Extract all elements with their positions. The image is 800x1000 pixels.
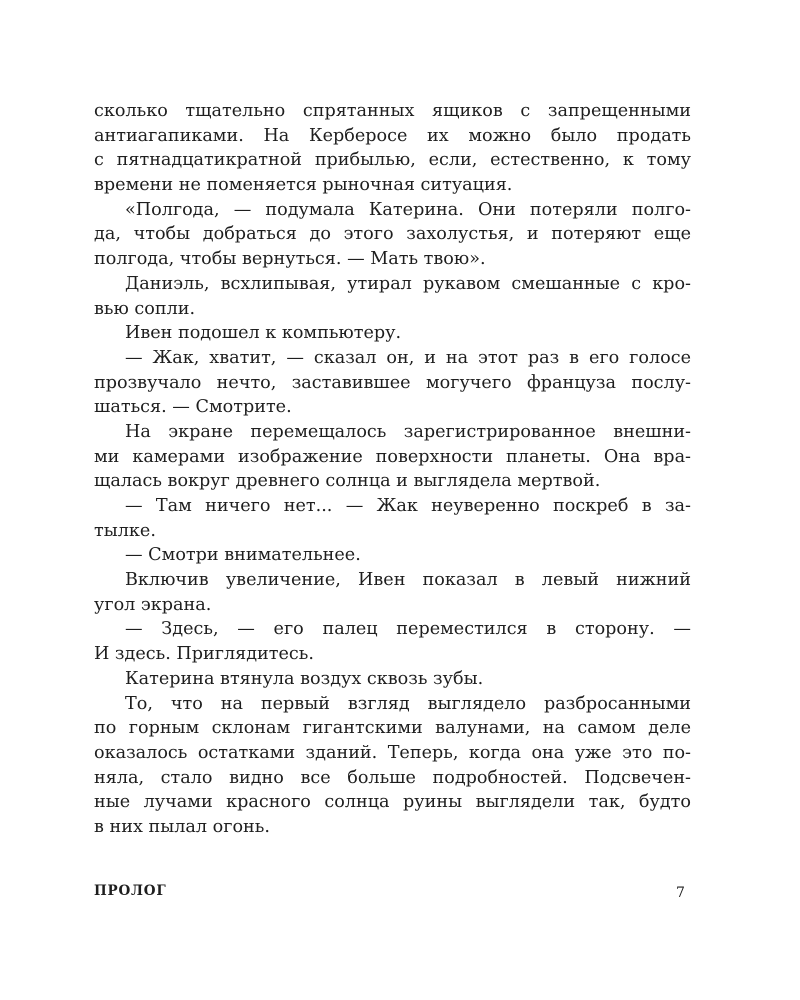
text-line: ные лучами красного солнца руины выглядели так, будто	[94, 792, 691, 813]
text-line: времени не поменяется рыночная ситуация.	[94, 175, 513, 196]
text-line: прозвучало нечто, заставившее могучего француза послу-	[94, 372, 691, 393]
text-line: тылке.	[94, 520, 156, 541]
text-line: На экране перемещалось зарегистрированное внешни-	[125, 421, 691, 442]
text-line: сколько тщательно спрятанных ящиков с запрещенными	[94, 101, 691, 121]
body-text	[94, 99, 691, 840]
text-line: Включив увеличение, Ивен показал в левый нижний	[125, 570, 691, 591]
text-line: Ивен подошел к компьютеру.	[125, 323, 402, 344]
text-line: шаться. — Смотрите.	[94, 397, 292, 418]
text-line: И здесь. Приглядитесь.	[94, 644, 314, 665]
text-line: няла, стало видно все больше подробностей. Подсвечен-	[94, 767, 691, 788]
text-line: ми камерами изображение поверхности планеты. Она вра-	[94, 446, 691, 467]
text-line: — Здесь, — его палец переместился в сторону. —	[125, 619, 691, 640]
text-line: «Полгода, — подумала Катерина. Они потеряли полго-	[125, 199, 691, 220]
text-line: вью сопли.	[94, 298, 196, 319]
text-line: щалась вокруг древнего солнца и выглядела мертвой.	[94, 471, 601, 492]
text-line: То, что на первый взгляд выглядело разбросанными	[125, 693, 691, 714]
text-line: угол экрана.	[94, 594, 212, 615]
text-line: полгода, чтобы вернуться. — Мать твою».	[94, 249, 486, 270]
text-line: — Смотри внимательнее.	[125, 545, 361, 566]
running-footer-title: ПРОЛОГ	[94, 883, 167, 899]
text-line: в них пылал огонь.	[94, 816, 270, 837]
text-line: — Там ничего нет... — Жак неуверенно поскреб в за-	[125, 496, 691, 516]
text-line: антиагапиками. На Керберосе их можно было продать	[94, 125, 691, 146]
text-line: Катерина втянула воздух сквозь зубы.	[125, 668, 484, 689]
text-line: — Жак, хватит, — сказал он, и на этот раз в его голосе	[125, 347, 691, 368]
page-number: 7	[676, 885, 685, 901]
text-line: по горным склонам гигантскими валунами, на самом деле	[94, 718, 691, 739]
text-line: с пятнадцатикратной прибылью, если, естественно, к тому	[94, 150, 691, 171]
text-line: оказалось остатками зданий. Теперь, когда она уже это по-	[94, 742, 691, 763]
text-line: да, чтобы добраться до этого захолустья, и потеряют еще	[94, 224, 691, 245]
text-line: Даниэль, всхлипывая, утирал рукавом смешанные с кро-	[125, 273, 691, 294]
